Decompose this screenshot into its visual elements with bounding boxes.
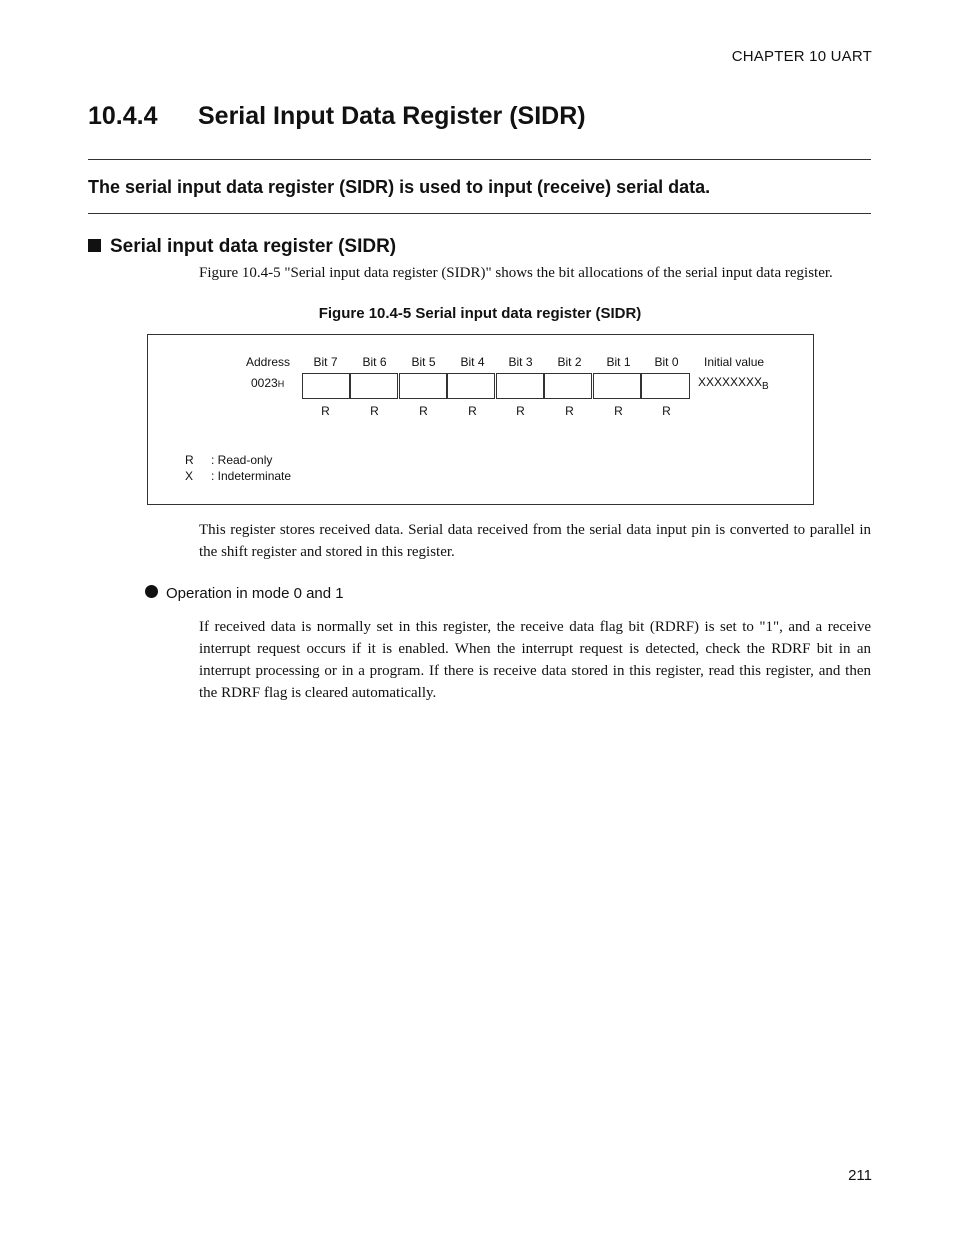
- subsection-heading: [88, 236, 396, 258]
- bit-header: Bit 6: [362, 355, 387, 369]
- address-number: 0023: [251, 376, 278, 390]
- bit-access: R: [419, 404, 428, 418]
- intro-paragraph: Figure 10.4-5 "Serial input data register (SIDR)" shows the bit allocations of the serial input data register.: [199, 265, 833, 281]
- section-number: 10.4.4: [88, 102, 158, 130]
- page-number: 211: [848, 1167, 872, 1184]
- bit-cell: [593, 373, 641, 399]
- bit-cell: [544, 373, 592, 399]
- circle-bullet-icon: [145, 585, 158, 598]
- bit-access: R: [468, 404, 477, 418]
- section-title: Serial Input Data Register (SIDR): [198, 102, 586, 130]
- legend-key: R: [185, 453, 194, 467]
- bit-access: R: [516, 404, 525, 418]
- register-figure: [147, 334, 814, 505]
- bit-header: Bit 1: [606, 355, 631, 369]
- subsection-title: Serial input data register (SIDR): [110, 236, 397, 257]
- bit-header: Bit 7: [313, 355, 338, 369]
- bit-access: R: [662, 404, 671, 418]
- initial-value-label: Initial value: [704, 355, 765, 369]
- bit-cell: [641, 373, 690, 399]
- bit-cell: [496, 373, 544, 399]
- bit-cell: [447, 373, 495, 399]
- bottom-rule: [88, 213, 871, 214]
- legend-desc: : Read-only: [211, 453, 273, 467]
- figure-caption: Figure 10.4-5 Serial input data register (SIDR): [318, 305, 642, 322]
- address-value: [251, 376, 284, 390]
- initial-value-bits: XXXXXXXX: [698, 375, 763, 389]
- initial-value-suffix: B: [762, 381, 769, 392]
- operation-paragraph: If received data is normally set in this register, the receive data flag bit (RDRF) is set to "1", and a receive interrupt request occurs if it is enabled. When the interrupt request is detected, check the RDRF bit in an interrupt processing or in a program. If there is receive data stored in this register, read this register, and then the RDRF flag is cleared automatically.: [199, 619, 871, 701]
- address-label: Address: [246, 355, 291, 369]
- section-summary: The serial input data register (SIDR) is used to input (receive) serial data.: [88, 177, 711, 197]
- legend-key: X: [185, 469, 194, 483]
- bit-access: R: [370, 404, 379, 418]
- operation-heading-text: Operation in mode 0 and 1: [166, 585, 344, 602]
- bit-header: Bit 5: [411, 355, 436, 369]
- address-suffix: H: [277, 379, 285, 389]
- bit-header: Bit 0: [654, 355, 679, 369]
- bit-access: R: [321, 404, 330, 418]
- chapter-header: CHAPTER 10 UART: [731, 48, 872, 65]
- section-heading: [88, 102, 586, 131]
- bit-cell: [350, 373, 398, 399]
- bit-header: Bit 3: [508, 355, 533, 369]
- bit-access: R: [565, 404, 574, 418]
- legend-desc: : Indeterminate: [211, 469, 292, 483]
- bit-cell: [399, 373, 447, 399]
- square-bullet-icon: [88, 239, 101, 252]
- bit-access: R: [614, 404, 623, 418]
- bit-header: Bit 2: [557, 355, 582, 369]
- bit-header: Bit 4: [460, 355, 485, 369]
- description-paragraph: This register stores received data. Serial data received from the serial data input pin is converted to parallel in the shift register and stored in this register.: [199, 522, 871, 560]
- operation-heading: [145, 585, 344, 602]
- top-rule: [88, 159, 871, 160]
- bit-cell: [302, 373, 350, 399]
- initial-value: [698, 375, 769, 392]
